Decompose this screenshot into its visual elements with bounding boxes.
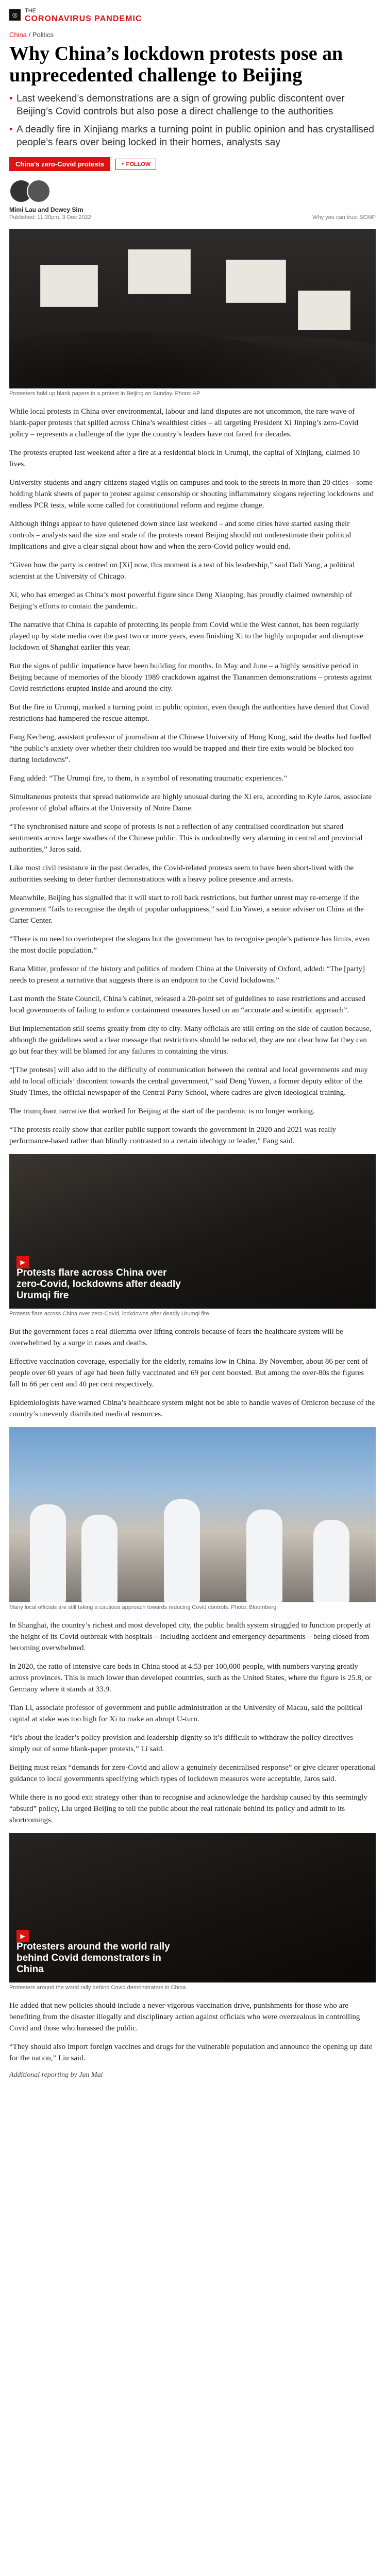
paragraph: In 2020, the ratio of intensive care beds in China stood at 4.53 per 100,000 people, with numbers varying greatly across provinces. This is much lower than developed countries, such as the United States, where the figure is 25.8, or Germany where it stands at 33.9. xyxy=(9,1663,372,1693)
paragraph: “Given how the party is centred on [Xi] now, this moment is a test of his leadership,” said Dali Yang, a political scientist at the University of Chicago. xyxy=(9,561,355,581)
paragraph: In Shanghai, the country’s richest and most developed city, the public health system struggled to function properly at the height of its Covid outbreak with hospitals – including accident and emergency departments – being closed from becoming overwhelmed. xyxy=(9,1621,371,1652)
paragraph: Simultaneous protests that spread nationwide are highly unusual during the Xi era, according to Kyle Jaros, associate professor of global affairs at the University of Notre Dame. xyxy=(9,793,372,812)
summary-bullet: • A deadly fire in Xinjiang marks a turning point in public opinion and has crystallised people’s fears over being locked in their homes, analysts say xyxy=(9,123,376,149)
hazmat-suit-figure xyxy=(81,1515,118,1602)
paragraph: The narrative that China is capable of protecting its people from Covid while the West cannot, has been regularly played up by state media over the past two or more years, even finishing Xi to the highly unpopular and disruptive lockdown of Shanghai earlier this year. xyxy=(9,621,363,652)
video-title[interactable]: Protesters around the world rally behind Covid demonstrators in China xyxy=(16,1941,170,1975)
paragraph: “The protests really show that earlier public support towards the government in 2020 and 2021 was really performance-based rather than blindly contrasted to a certain ideology or leader,” Fang said. xyxy=(9,1126,336,1145)
paragraph: But the fire in Urumqi, marked a turning point in public opinion, even though the authorities have denied that Covid restrictions had hampered the rescue attempt. xyxy=(9,703,369,723)
paragraph: Effective vaccination coverage, especially for the elderly, remains low in China. By November, about 86 per cent of people over 60 years of age had been fully vaccinated and 69 per cent boosted. But among the over-80s the figures fall to 66 per cent and 40 per cent respectively. xyxy=(9,1358,368,1388)
logo-text xyxy=(25,7,142,23)
breadcrumb-section[interactable]: China xyxy=(9,31,27,39)
paragraph: “[The protests] will also add to the difficulty of communication between the central and local governments and may add to local officials’ discontent towards the central government,” said Deng Yuwen, a former deputy editor of the Study Times, the official newspaper of the Central Party School, where cadres are given ideological training. xyxy=(9,1066,368,1097)
paragraph: “There is no need to overinterpret the slogans but the government has to recognise people’s patience has limits, even the most docile population.” xyxy=(9,935,370,955)
video-card[interactable] xyxy=(9,1833,376,1982)
article-body-a xyxy=(0,406,385,1147)
paragraph: The protests erupted last weekend after a fire at a residential block in Urumqi, the capital of Xinjiang, claimed 10 lives. xyxy=(9,449,360,468)
paragraph: Xi, who has emerged as China’s most powerful figure since Deng Xiaoping, has proudly claimed ownership of Beijing’s efforts to contain the pandemic. xyxy=(9,591,353,611)
paragraph: University students and angry citizens staged vigils on campuses and took to the streets in more than 20 cities – some holding blank sheets of paper to protest against censorship or shouting inflammatory slogans rejecting lockdowns and endless PCR tests, while some called for constitutional reform and regime change. xyxy=(9,479,374,510)
paragraph: “It’s about the leader’s policy provision and leadership dignity so it’s difficult to withdraw the policy directives simply out of some blank-paper protests,” Li said. xyxy=(9,1734,353,1753)
site-header xyxy=(0,0,385,26)
paragraph: Fang added: “The Urumqi fire, to them, is a symbol of resonating traumatic experiences.” xyxy=(9,774,287,783)
paragraph: Meanwhile, Beijing has signalled that it will start to roll back restrictions, but further unrest may re-emerge if the government “fails to recognise the depth of popular unhappiness,” said Liu Yawei, a senior adviser on China at the Carter Center. xyxy=(9,894,364,925)
paragraph: While local protests in China over environmental, labour and land disputes are not uncommon, the rare wave of blank-paper protests that spilled across China’s wealthiest cities – all targeting President Xi Jinping’s zero-Covid policy – represents a challenge of the type the country’s leaders have not faced for decades. xyxy=(9,408,359,438)
coronavirus-logo-icon: ◎ xyxy=(9,9,21,21)
video-caption: Protesters around the world rally behind Covid demonstrators in China xyxy=(9,1985,186,1991)
video-card[interactable] xyxy=(9,1154,376,1309)
topic-tag[interactable]: China’s zero-Covid protests xyxy=(9,157,110,171)
logo-bottom-text: CORONAVIRUS PANDEMIC xyxy=(25,14,142,23)
article-body-c xyxy=(0,1620,385,1826)
paragraph: The triumphant narrative that worked for Beijing at the start of the pandemic is no longer working. xyxy=(9,1107,315,1115)
paragraph: Rana Mitter, professor of the history and politics of modern China at the University of Oxford, added: “The [party] needs to present a narrative that suggests there is an endpoint to the Covid lockdowns.” xyxy=(9,965,365,985)
paragraph: Last month the State Council, China’s cabinet, released a 20-point set of guidelines to ease restrictions and accused local governments of failing to enforce containment measures based on an “accurate and scientific approach”. xyxy=(9,995,366,1014)
hazmat-suit-figure xyxy=(164,1499,200,1602)
article-body-d xyxy=(0,2000,385,2064)
author-avatars xyxy=(9,179,376,203)
hazmat-suit-figure xyxy=(313,1520,349,1602)
play-icon[interactable]: ▶ xyxy=(16,1256,29,1268)
hazmat-suit-figure xyxy=(246,1510,282,1602)
topic-bar xyxy=(9,157,376,171)
breadcrumb xyxy=(0,26,385,40)
breadcrumb-separator: / xyxy=(26,31,32,39)
paragraph: Beijing must relax “demands for zero-Covid and allow a genuinely decentralised response” or give clearer operational guidance to local governments specifying which types of lockdown measures were acceptable, Jaros said. xyxy=(9,1764,376,1783)
paragraph: But the government faces a real dilemma over lifting controls because of fears the healthcare system will be overwhelmed by a surge in cases and deaths. xyxy=(9,1328,343,1347)
paragraph: But the signs of public impatience have been building for months. In May and June – a highly sensitive period in Beijing because of memories of the bloody 1989 crackdown against the Tiananmen demonstrations – protests against Covid restrictions erupted inside and around the city. xyxy=(9,662,372,693)
follow-button[interactable]: + FOLLOW xyxy=(115,159,156,170)
blank-paper xyxy=(40,265,98,307)
crowd-silhouette xyxy=(9,321,376,388)
avatar[interactable] xyxy=(27,179,51,203)
paragraph: Although things appear to have quietened down since last weekend – and some cities have started easing their controls – analysts said the size and scale of the protests meant Beijing should not underestimate their political implications and give a clear signal about how and when the zero-Covid policy would end. xyxy=(9,520,351,551)
summary-bullets xyxy=(9,92,376,149)
site-logo[interactable] xyxy=(9,7,142,23)
headline: Why China’s lockdown protests pose an unprecedented challenge to Beijing xyxy=(9,43,343,86)
paragraph: “The synchronised nature and scope of protests is not a reflection of any centralised coordination but shared sentiments across large swathes of the Chinese public. This is undoubtedly very alarming in central and provincial authorities,” Jaros said. xyxy=(9,823,363,854)
hero-image[interactable] xyxy=(9,229,376,388)
paragraph: He added that new policies should include a never-vigorous vaccination drive, punishments for those who are benefiting from the disaster illegally and disciplinary action against officials who were overzealous in controlling Covid and those who harassed the public. xyxy=(9,2002,360,2032)
additional-reporting: Additional reporting by Jun Mai xyxy=(9,2071,103,2079)
paragraph: Tian Li, associate professor of government and public administration at the University of Macau, said the political capital at stake was too high for Xi to make an abrupt U-turn. xyxy=(9,1704,363,1723)
paragraph: While there is no good exit strategy other than to recognise and acknowledge the hardship caused by this seemingly “absurd” policy, Liu urged Beijing to tell the public about the real rationale behind its policy and admit to its shortcomings. xyxy=(9,1793,367,1824)
blank-paper xyxy=(226,260,286,303)
logo-top-text: THE xyxy=(25,8,36,14)
paragraph: Epidemiologists have warned China’s healthcare system might not be able to handle waves of Omicron because of the country’s unevenly distributed medical resources. xyxy=(9,1399,375,1418)
dateline xyxy=(9,214,376,221)
hero-caption: Protesters hold up blank papers in a protest in Beijing on Sunday. Photo: AP xyxy=(9,391,200,397)
paragraph: But implementation still seems greatly from city to city. Many officials are still erring on the side of caution because, although the guidelines send a clear message that restrictions should be reduced, they are not clear how far they can go but fear they will be blamed for any failures in containing the virus. xyxy=(9,1025,372,1056)
video-title[interactable]: Protests flare across China over zero-Covid, lockdowns after deadly Urumqi fire xyxy=(16,1267,181,1301)
published-date: Published: 11:30pm, 3 Dec 2022 xyxy=(9,214,91,221)
paragraph: Fang Kecheng, assistant professor of journalism at the Chinese University of Hong Kong, said the deaths had fuelled “the public’s anxiety over whether their children too would be trapped and their fire exits would be blocked too during lockdowns”. xyxy=(9,733,371,764)
blank-paper xyxy=(128,249,191,294)
hazmat-suit-figure xyxy=(30,1504,66,1602)
figure-caption: Many local officials are still taking a cautious approach towards reducing Covid controls. Photo: Bloomberg xyxy=(9,1604,277,1611)
byline-authors[interactable]: Mimi Lau and Dewey Sim xyxy=(9,206,83,213)
paragraph: Like most civil resistance in the past decades, the Covid-related protests seem to have been short-lived with the authorities seeking to deter further demonstrations with a heavy police presence and arrests. xyxy=(9,864,354,884)
summary-bullet: • Last weekend’s demonstrations are a sign of growing public discontent over Beijing’s Covid controls but also pose a direct challenge to the authorities xyxy=(9,92,376,118)
health-workers-image[interactable] xyxy=(9,1427,376,1602)
video-caption: Protests flare across China over zero-Covid, lockdowns after deadly Urumqi fire xyxy=(9,1311,209,1317)
article-body-b xyxy=(0,1326,385,1420)
paragraph: “They should also import foreign vaccines and drugs for the vulnerable population and announce the opening up date for the nation,” Liu said. xyxy=(9,2043,373,2062)
play-icon[interactable]: ▶ xyxy=(16,1930,29,1942)
breadcrumb-subsection[interactable]: Politics xyxy=(32,31,54,39)
trust-link[interactable]: Why you can trust SCMP xyxy=(312,214,376,221)
